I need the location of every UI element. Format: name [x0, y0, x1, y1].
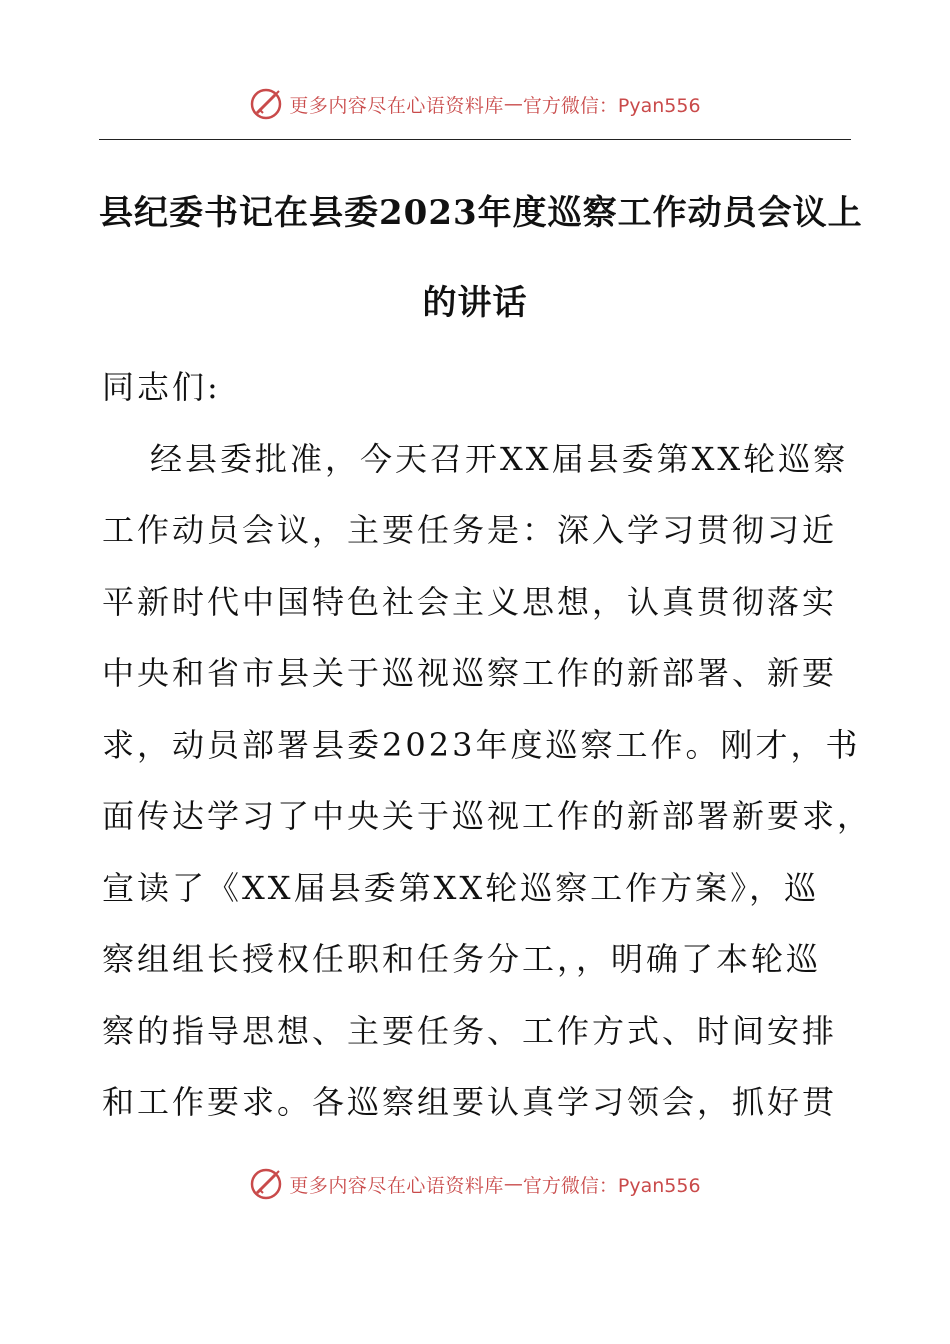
- quill-logo-icon: [249, 1167, 283, 1201]
- banner-wechat-text: 官方微信：Pyan556: [522, 1174, 701, 1197]
- header-rule: [99, 139, 851, 140]
- banner-separator: —: [503, 93, 523, 115]
- paragraph-line: 中央和省市县关于巡视巡察工作的新部署、新要: [102, 654, 838, 692]
- document-body: [102, 352, 873, 1139]
- paragraph-line: 经县委批准，今天召开XX届县委第XX轮巡察: [150, 439, 849, 478]
- paragraph-line: 求，动员部署县委2023年度巡察工作。刚才，书: [102, 725, 861, 764]
- title-line: 的讲话: [422, 283, 528, 323]
- paragraph-line: 工作动员会议，主要任务是：深入学习贯彻习近: [102, 511, 838, 549]
- banner-wechat-text: 官方微信：Pyan556: [522, 94, 701, 117]
- title-line: 县纪委书记在县委2023年度巡察工作动员会议上: [99, 193, 863, 233]
- paragraph-line: 宣读了《XX届县委第XX轮巡察工作方案》，巡: [102, 868, 820, 907]
- quill-logo-icon: [249, 87, 283, 121]
- paragraph-line: 察组组长授权任职和任务分工，，明确了本轮巡: [102, 940, 822, 978]
- paragraph-line: 察的指导思想、主要任务、工作方式、时间安排: [102, 1011, 838, 1050]
- footer-banner: [0, 1164, 950, 1204]
- paragraph-line: 平新时代中国特色社会主义思想，认真贯彻落实: [102, 582, 838, 621]
- header-banner: [0, 84, 950, 124]
- paragraph-line: 和工作要求。各巡察组要认真学习领会，抓好贯: [102, 1083, 838, 1121]
- banner-brand-text: 更多内容尽在心语资料库: [289, 94, 504, 117]
- banner-brand-text: 更多内容尽在心语资料库: [289, 1174, 504, 1197]
- document-title: [99, 168, 863, 348]
- banner-separator: —: [503, 1173, 523, 1195]
- salutation: 同志们:: [102, 368, 221, 406]
- paragraph-line: 面传达学习了中央关于巡视工作的新部署新要求，: [102, 797, 873, 835]
